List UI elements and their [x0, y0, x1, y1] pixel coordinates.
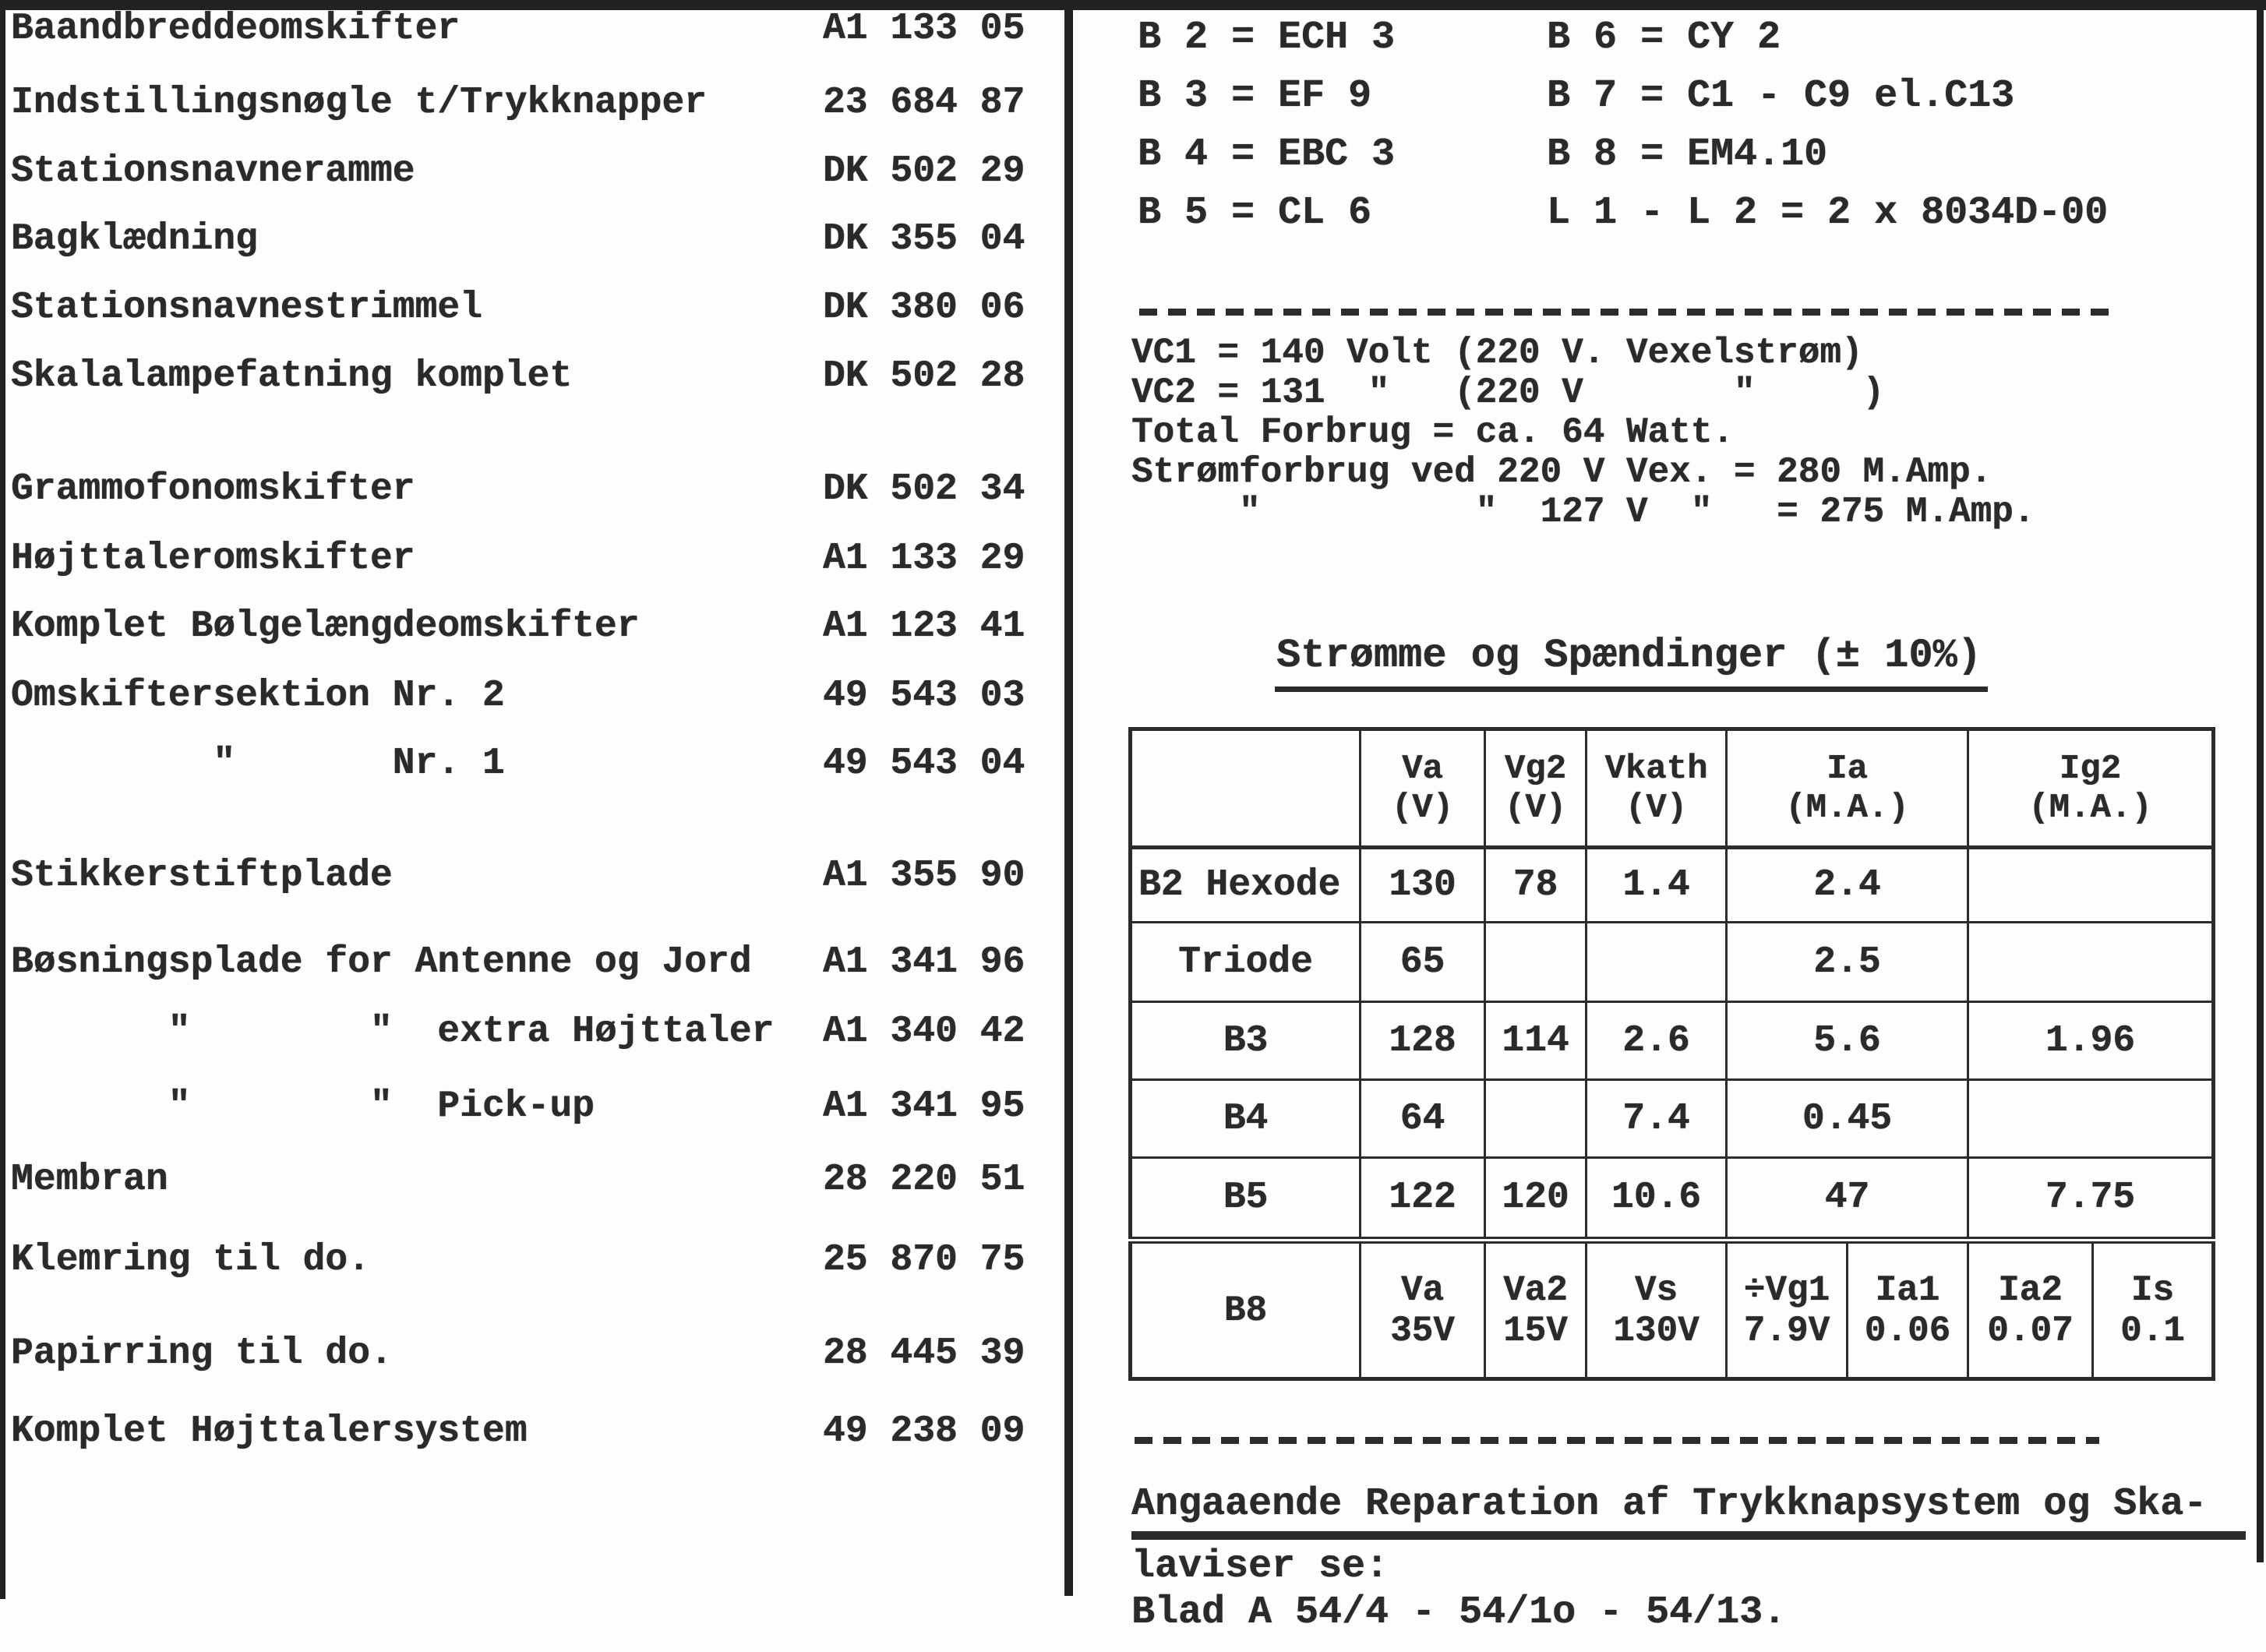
part-row — [11, 468, 1059, 517]
tube-entry: L 1 - L 2 = 2 x 8034D-00 — [1547, 191, 2109, 235]
value-cell: 78 — [1485, 848, 1587, 923]
value-cell — [1968, 848, 2214, 923]
part-row — [11, 1011, 1059, 1059]
tube-entry: B 2 = ECH 3 — [1138, 16, 1396, 60]
value-cell — [1587, 923, 1727, 1002]
part-number: 28 220 51 — [823, 1159, 1025, 1201]
tube-name-cell: B8 — [1131, 1241, 1361, 1379]
value-cell: 128 — [1361, 1002, 1485, 1080]
value-cell: 7.4 — [1587, 1080, 1727, 1158]
part-row — [11, 941, 1059, 990]
page-border-right — [2257, 0, 2264, 1562]
part-name: Papirring til do. — [11, 1333, 393, 1375]
part-row — [11, 150, 1059, 199]
part-number: 49 543 04 — [823, 743, 1025, 785]
part-name: Stationsnavnestrimmel — [11, 287, 482, 329]
value-cell: Va2 15V — [1485, 1241, 1587, 1379]
part-number: 49 238 09 — [823, 1410, 1025, 1453]
part-name: Stationsnavneramme — [11, 150, 415, 192]
part-row — [11, 1085, 1059, 1134]
measurements-table — [1128, 727, 2215, 1381]
value-cell: 0.45 — [1727, 1080, 1968, 1158]
header-cell: Va (V) — [1361, 729, 1485, 848]
value-cell: 5.6 — [1727, 1002, 1968, 1080]
part-row — [11, 1239, 1059, 1287]
value-cell: 1.96 — [1968, 1002, 2214, 1080]
part-row — [11, 355, 1059, 404]
part-number: A1 133 05 — [823, 8, 1025, 50]
value-cell: Ia2 0.07 — [1968, 1241, 2093, 1379]
part-row — [11, 287, 1059, 335]
part-number: A1 355 90 — [823, 855, 1025, 897]
part-number: DK 502 29 — [823, 150, 1025, 192]
part-name: Baandbreddeomskifter — [11, 8, 461, 50]
value-cell: 10.6 — [1587, 1158, 1727, 1241]
part-name: " " Pick-up — [11, 1085, 595, 1128]
repair-note — [1131, 1482, 2246, 1635]
tube-row — [1138, 74, 2108, 132]
part-name: " " extra Højttaler — [11, 1011, 775, 1053]
value-cell: Ia1 0.06 — [1848, 1241, 1968, 1379]
part-number: DK 502 34 — [823, 468, 1025, 510]
repair-note-line: Angaaende Reparation af Trykknapsystem og Ska- — [1131, 1482, 2246, 1540]
tube-entry: B 3 = EF 9 — [1138, 74, 1372, 118]
tube-name-cell: B3 — [1131, 1002, 1361, 1080]
value-cell: Vs 130V — [1587, 1241, 1727, 1379]
tube-entry: B 4 = EBC 3 — [1138, 132, 1396, 177]
tube-name-cell: B5 — [1131, 1158, 1361, 1241]
part-name: Indstillingsnøgle t/Trykknapper — [11, 82, 707, 124]
header-cell — [1131, 729, 1361, 848]
part-number: 28 445 39 — [823, 1333, 1025, 1375]
dashed-divider — [1139, 309, 2118, 316]
table-row — [1131, 923, 2214, 1002]
part-name: Skalalampefatning komplet — [11, 355, 573, 397]
power-line: Strømforbrug ved 220 V Vex. = 280 M.Amp. — [1131, 452, 1992, 492]
power-specs — [1131, 334, 2035, 532]
value-cell: 120 — [1485, 1158, 1587, 1241]
repair-note-line: laviser se: — [1131, 1544, 1389, 1589]
part-number: DK 380 06 — [823, 287, 1025, 329]
part-name: Grammofonomskifter — [11, 468, 415, 510]
value-cell — [1968, 923, 2214, 1002]
part-row — [11, 855, 1059, 903]
tube-entry: B 6 = CY 2 — [1547, 16, 1781, 60]
value-cell: 2.5 — [1727, 923, 1968, 1002]
part-row — [11, 82, 1059, 130]
value-cell: Va 35V — [1361, 1241, 1485, 1379]
part-row — [11, 1333, 1059, 1381]
tube-name-cell: B2 Hexode — [1131, 848, 1361, 923]
header-cell: Ia (M.A.) — [1727, 729, 1968, 848]
tube-row — [1138, 132, 2108, 191]
tube-entry: B 8 = EM4.10 — [1547, 132, 1828, 177]
part-row — [11, 538, 1059, 586]
value-cell: Is 0.1 — [2093, 1241, 2214, 1379]
part-name: Komplet Højttalersystem — [11, 1410, 528, 1453]
part-name: Stikkerstiftplade — [11, 855, 393, 897]
value-cell: 65 — [1361, 923, 1485, 1002]
header-cell: Vg2 (V) — [1485, 729, 1587, 848]
part-name: Klemring til do. — [11, 1239, 370, 1281]
part-row — [11, 743, 1059, 791]
part-name: Membran — [11, 1159, 168, 1201]
header-cell: Vkath (V) — [1587, 729, 1727, 848]
table-row — [1131, 1002, 2214, 1080]
part-number: 49 543 03 — [823, 675, 1025, 717]
part-number: A1 123 41 — [823, 605, 1025, 648]
repair-note-reference: Blad A 54/4 - 54/1o - 54/13. — [1131, 1590, 1787, 1635]
part-name: Bagklædning — [11, 218, 258, 260]
value-cell: 7.75 — [1968, 1158, 2214, 1241]
part-name: Bøsningsplade for Antenne og Jord — [11, 941, 752, 983]
value-cell: 1.4 — [1587, 848, 1727, 923]
part-row — [11, 8, 1059, 56]
tube-entry: B 7 = C1 - C9 el.C13 — [1547, 74, 2015, 118]
table-row — [1131, 1080, 2214, 1158]
power-line: VC1 = 140 Volt (220 V. Vexelstrøm) — [1131, 333, 1863, 373]
power-line: VC2 = 131 " (220 V " ) — [1131, 372, 1885, 413]
value-cell: ÷Vg1 7.9V — [1727, 1241, 1848, 1379]
dashed-divider — [1135, 1437, 2099, 1444]
part-number: 25 870 75 — [823, 1239, 1025, 1281]
tube-complement — [1138, 16, 2108, 249]
value-cell — [1485, 1080, 1587, 1158]
measurements-title: Strømme og Spændinger (± 10%) — [1275, 633, 1988, 692]
value-cell: 2.4 — [1727, 848, 1968, 923]
value-cell — [1485, 923, 1587, 1002]
table-row — [1131, 1158, 2214, 1241]
table-row-b8 — [1131, 1241, 2214, 1379]
parts-list — [0, 0, 1060, 1652]
table-header-row — [1131, 729, 2214, 848]
value-cell: 114 — [1485, 1002, 1587, 1080]
table-row — [1131, 848, 2214, 923]
part-name: Omskiftersektion Nr. 2 — [11, 675, 505, 717]
part-number: DK 355 04 — [823, 218, 1025, 260]
part-row — [11, 1410, 1059, 1459]
part-number: 23 684 87 — [823, 82, 1025, 124]
part-number: A1 341 95 — [823, 1085, 1025, 1128]
part-number: A1 341 96 — [823, 941, 1025, 983]
column-separator — [1064, 0, 1073, 1596]
tube-entry: B 5 = CL 6 — [1138, 191, 1372, 235]
part-row — [11, 218, 1059, 267]
part-row — [11, 675, 1059, 723]
part-name: Komplet Bølgelængdeomskifter — [11, 605, 640, 648]
value-cell: 2.6 — [1587, 1002, 1727, 1080]
part-name: Højttaleromskifter — [11, 538, 415, 580]
value-cell: 122 — [1361, 1158, 1485, 1241]
part-row — [11, 1159, 1059, 1207]
value-cell: 47 — [1727, 1158, 1968, 1241]
power-line: " " 127 V " = 275 M.Amp. — [1131, 492, 2035, 532]
value-cell — [1968, 1080, 2214, 1158]
tube-row — [1138, 16, 2108, 74]
header-cell: Ig2 (M.A.) — [1968, 729, 2214, 848]
tube-name-cell: Triode — [1131, 923, 1361, 1002]
part-row — [11, 605, 1059, 654]
part-number: DK 502 28 — [823, 355, 1025, 397]
part-number: A1 133 29 — [823, 538, 1025, 580]
tube-name-cell: B4 — [1131, 1080, 1361, 1158]
value-cell: 64 — [1361, 1080, 1485, 1158]
part-name: " Nr. 1 — [11, 743, 505, 785]
tube-row — [1138, 191, 2108, 249]
power-line: Total Forbrug = ca. 64 Watt. — [1131, 412, 1734, 453]
value-cell: 130 — [1361, 848, 1485, 923]
part-number: A1 340 42 — [823, 1011, 1025, 1053]
